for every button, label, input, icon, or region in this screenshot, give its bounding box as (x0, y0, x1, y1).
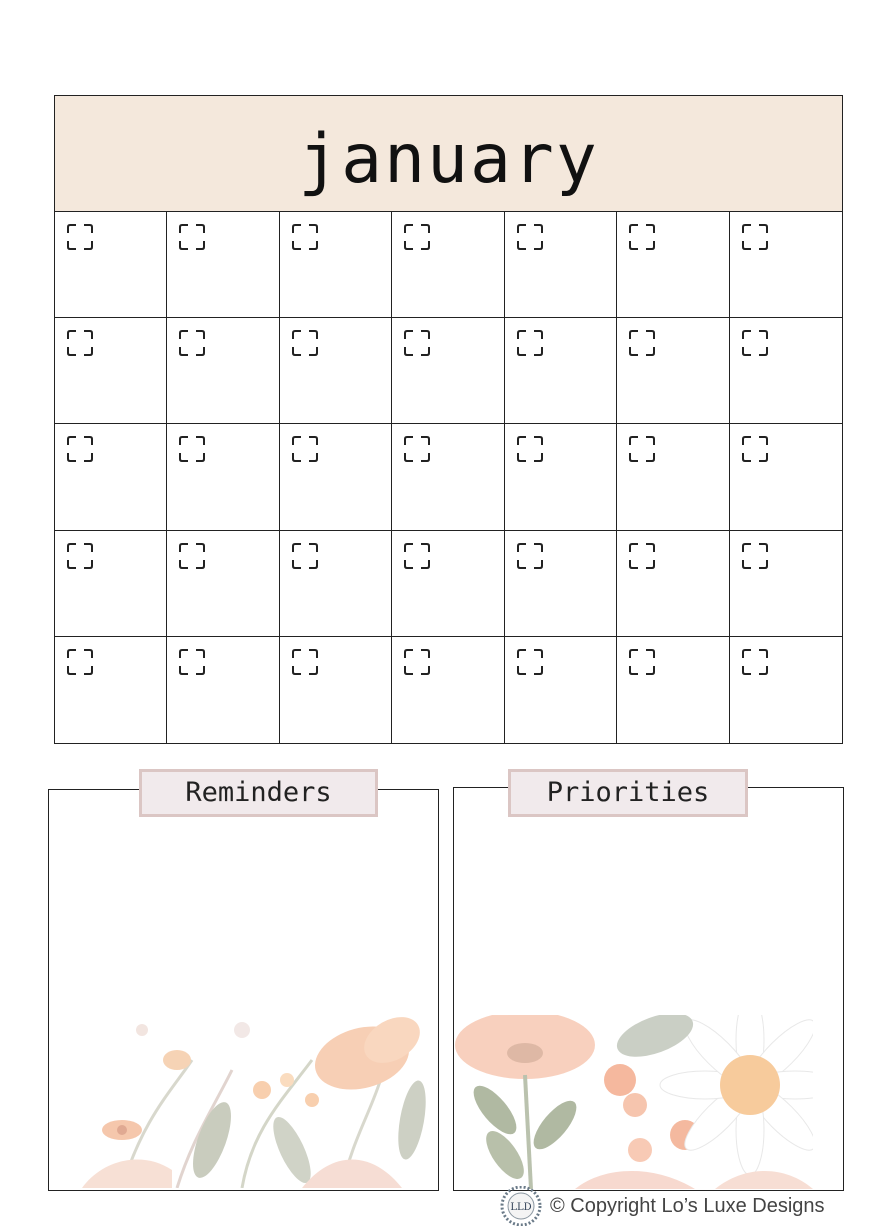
dashed-square-icon (629, 543, 655, 569)
calendar-day-cell[interactable] (167, 531, 279, 637)
dashed-square-icon (629, 436, 655, 462)
dashed-square-icon (292, 224, 318, 250)
calendar-day-cell[interactable] (505, 424, 617, 530)
dashed-square-icon (292, 330, 318, 356)
logo-text: LLD (510, 1202, 532, 1213)
dashed-square-icon (517, 436, 543, 462)
calendar-day-cell[interactable] (280, 212, 392, 318)
dashed-square-icon (629, 224, 655, 250)
calendar-day-cell[interactable] (392, 212, 504, 318)
copyright-text: © Copyright Lo’s Luxe Designs (550, 1194, 825, 1217)
dashed-square-icon (67, 436, 93, 462)
calendar-day-cell[interactable] (505, 531, 617, 637)
calendar-day-cell[interactable] (55, 212, 167, 318)
month-header (54, 95, 843, 211)
floral-illustration-right (455, 1015, 813, 1189)
dashed-square-icon (179, 649, 205, 675)
dashed-square-icon (179, 436, 205, 462)
calendar-day-cell[interactable] (392, 424, 504, 530)
reminders-label: Reminders (139, 769, 378, 817)
calendar-day-cell[interactable] (392, 637, 504, 743)
calendar-day-cell[interactable] (55, 531, 167, 637)
dashed-square-icon (67, 543, 93, 569)
dashed-square-icon (742, 436, 768, 462)
calendar-day-cell[interactable] (167, 424, 279, 530)
calendar-day-cell[interactable] (55, 318, 167, 424)
calendar-day-cell[interactable] (55, 637, 167, 743)
dashed-square-icon (67, 224, 93, 250)
dashed-square-icon (67, 649, 93, 675)
calendar-day-cell[interactable] (167, 318, 279, 424)
calendar-day-cell[interactable] (730, 212, 842, 318)
footer (498, 1185, 825, 1227)
calendar (54, 95, 843, 744)
calendar-day-cell[interactable] (617, 212, 729, 318)
calendar-day-cell[interactable] (730, 531, 842, 637)
calendar-day-cell[interactable] (505, 212, 617, 318)
dashed-square-icon (517, 543, 543, 569)
calendar-day-cell[interactable] (167, 637, 279, 743)
dashed-square-icon (404, 224, 430, 250)
dashed-square-icon (742, 224, 768, 250)
calendar-day-cell[interactable] (617, 424, 729, 530)
dashed-square-icon (517, 224, 543, 250)
dashed-square-icon (179, 224, 205, 250)
calendar-day-cell[interactable] (505, 637, 617, 743)
dashed-square-icon (742, 543, 768, 569)
dashed-square-icon (517, 330, 543, 356)
calendar-day-cell[interactable] (505, 318, 617, 424)
calendar-day-cell[interactable] (617, 637, 729, 743)
calendar-day-cell[interactable] (280, 424, 392, 530)
calendar-day-cell[interactable] (167, 212, 279, 318)
calendar-day-cell[interactable] (617, 531, 729, 637)
dashed-square-icon (67, 330, 93, 356)
dashed-square-icon (629, 649, 655, 675)
calendar-day-cell[interactable] (280, 637, 392, 743)
dashed-square-icon (292, 649, 318, 675)
dashed-square-icon (404, 330, 430, 356)
calendar-day-cell[interactable] (392, 531, 504, 637)
dashed-square-icon (404, 649, 430, 675)
calendar-day-cell[interactable] (730, 424, 842, 530)
calendar-day-cell[interactable] (280, 531, 392, 637)
floral-illustration-left (82, 1000, 437, 1188)
dashed-square-icon (404, 543, 430, 569)
dashed-square-icon (404, 436, 430, 462)
dashed-square-icon (629, 330, 655, 356)
calendar-day-cell[interactable] (280, 318, 392, 424)
calendar-day-cell[interactable] (55, 424, 167, 530)
dashed-square-icon (292, 543, 318, 569)
calendar-grid (54, 211, 843, 744)
calendar-day-cell[interactable] (617, 318, 729, 424)
logo-seal-icon (498, 1186, 544, 1226)
dashed-square-icon (742, 330, 768, 356)
calendar-day-cell[interactable] (392, 318, 504, 424)
calendar-day-cell[interactable] (730, 318, 842, 424)
dashed-square-icon (179, 330, 205, 356)
dashed-square-icon (292, 436, 318, 462)
priorities-label: Priorities (508, 769, 748, 817)
dashed-square-icon (179, 543, 205, 569)
dashed-square-icon (742, 649, 768, 675)
month-title: january (298, 120, 599, 199)
dashed-square-icon (517, 649, 543, 675)
calendar-day-cell[interactable] (730, 637, 842, 743)
